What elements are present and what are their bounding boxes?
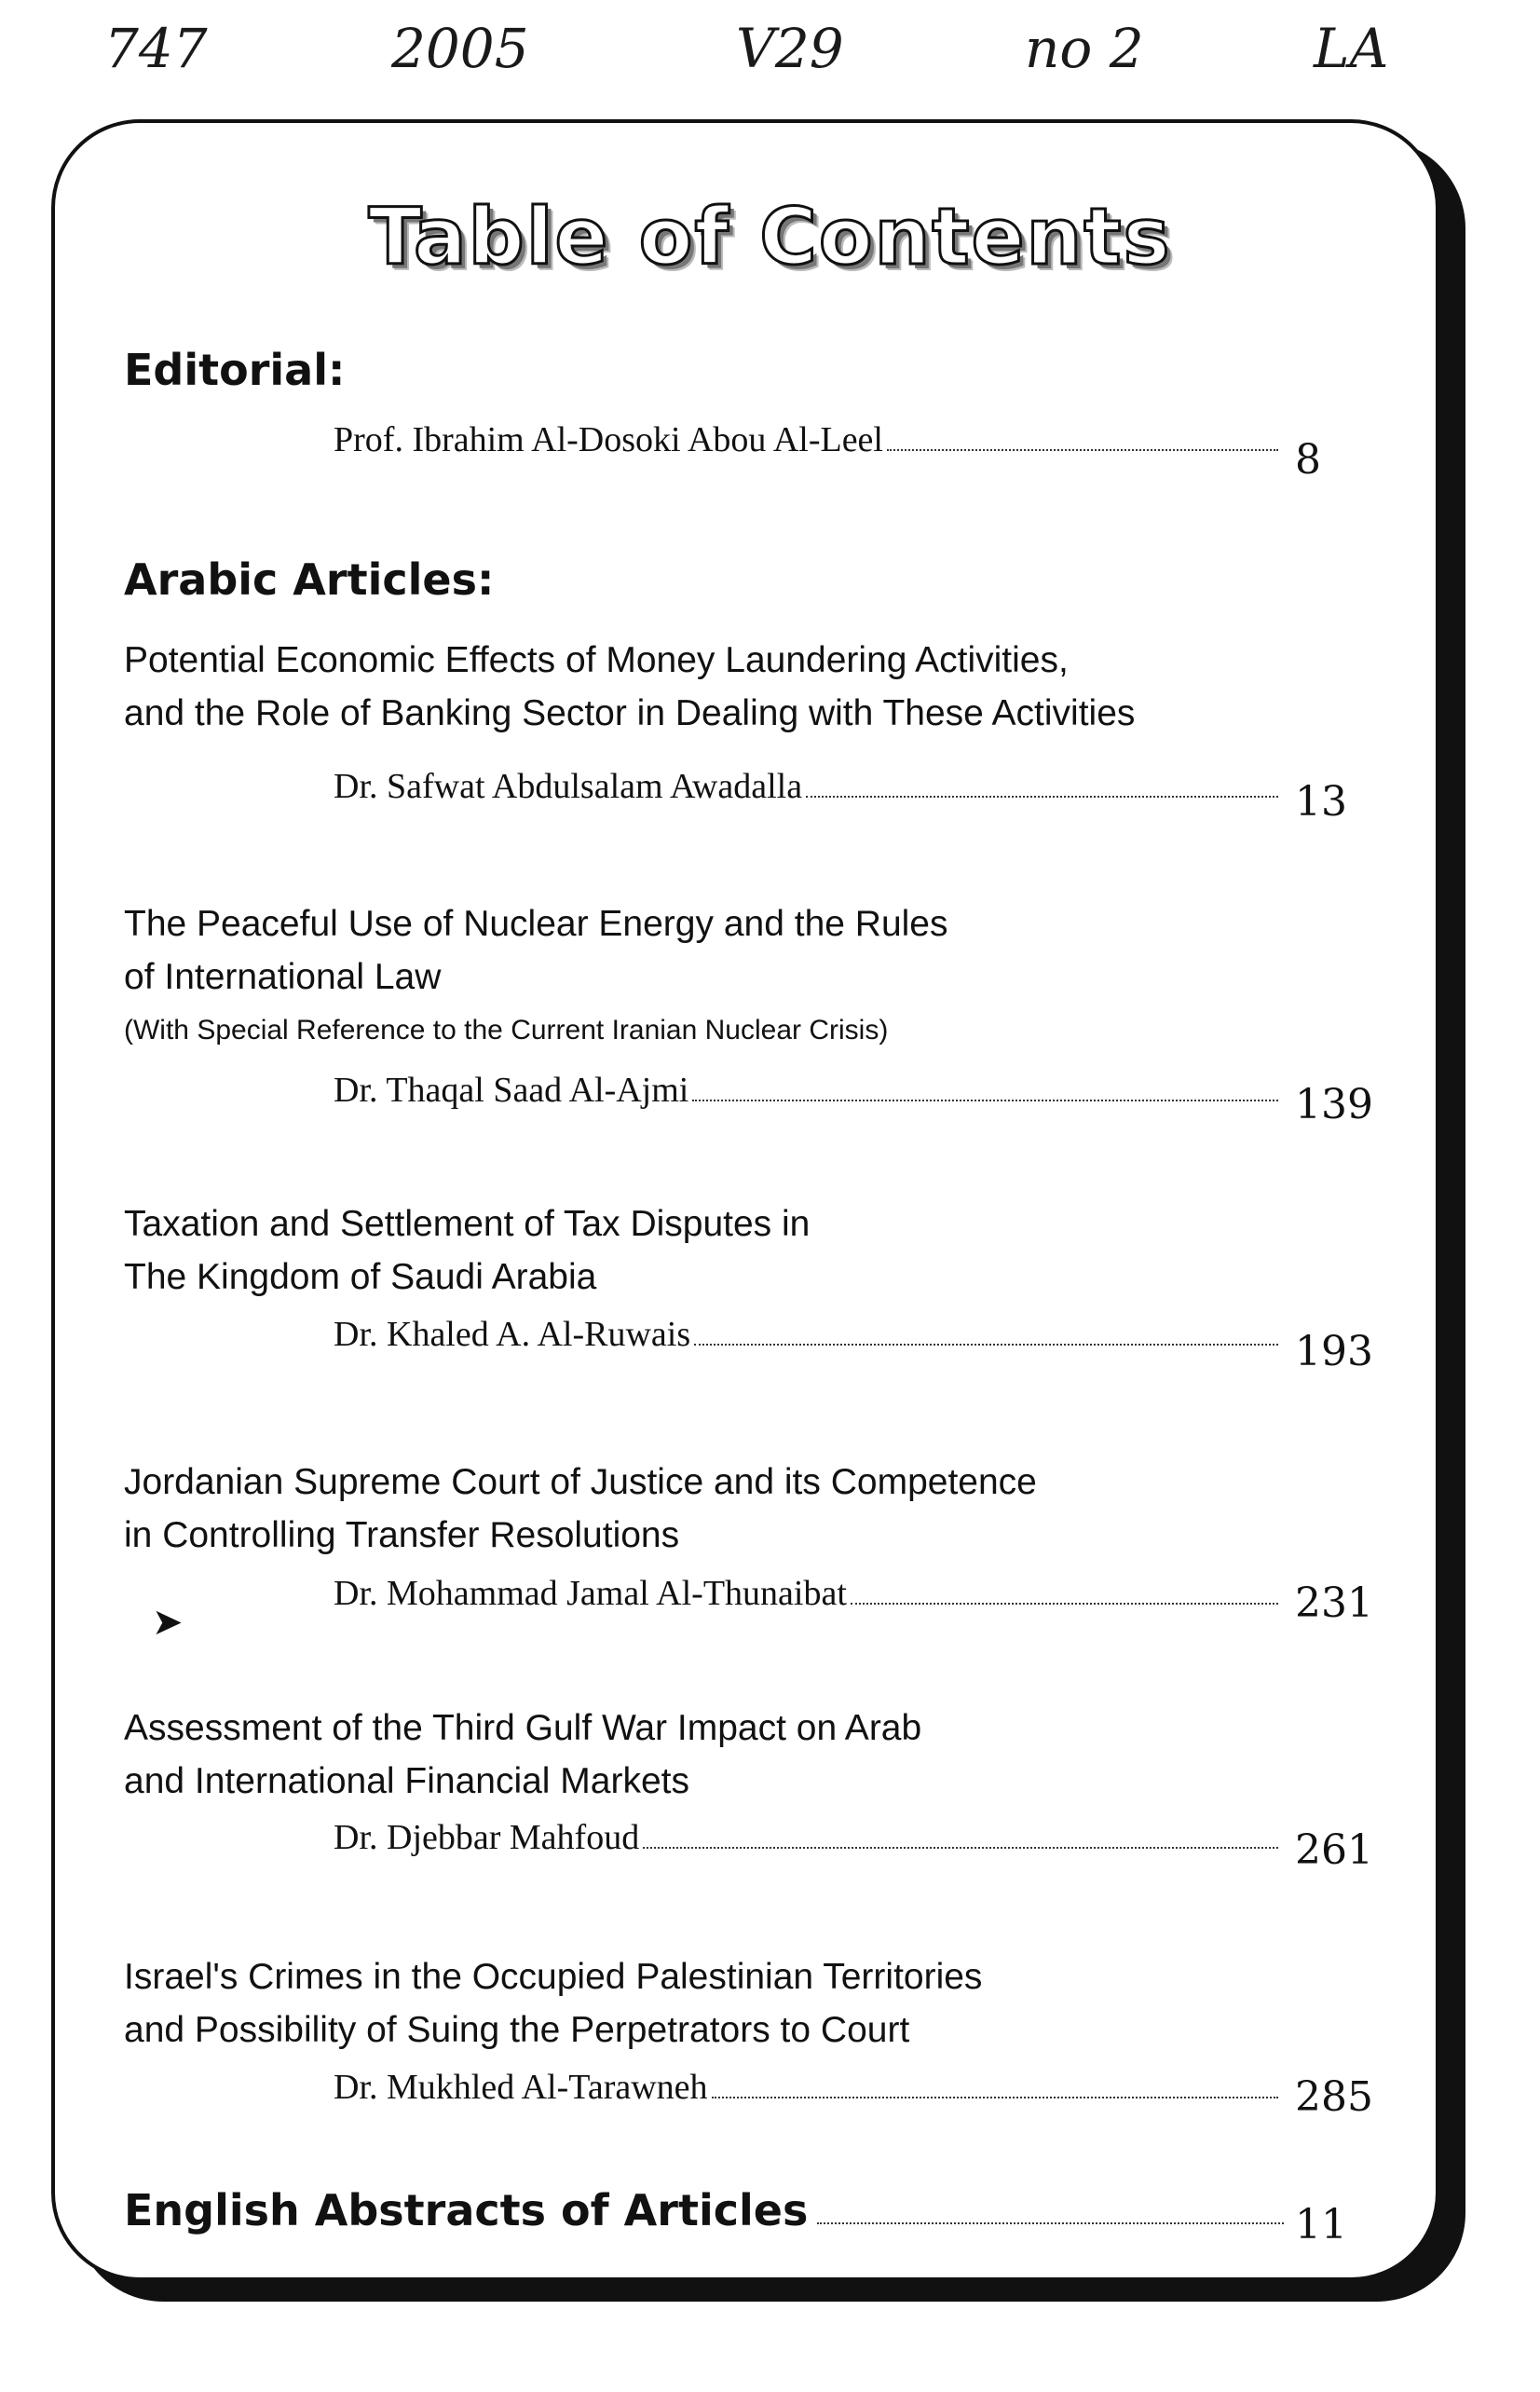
article-1-title [124,634,1316,740]
article-2-subtitle: (With Special Reference to the Current Iranian Nuclear Crisis) [124,1015,889,1046]
article-2-entry [334,1070,1284,1111]
editorial-author: Prof. Ibrahim Al-Dosoki Abou Al-Leel [334,420,883,459]
article-5-title-line1: Assessment of the Third Gulf War Impact on Arab [124,1708,922,1748]
article-2-page: 139 [1295,1081,1373,1128]
article-1-author: Dr. Safwat Abdulsalam Awadalla [334,767,803,806]
article-5-title [124,1702,1316,1808]
article-5-author: Dr. Djebbar Mahfoud [334,1818,640,1857]
article-3-title [124,1197,1316,1304]
article-1-title-line2: and the Role of Banking Sector in Dealing with These Activities [124,693,1136,733]
dot-leader [851,1602,1278,1605]
article-3-entry [334,1314,1284,1355]
handwritten-note-5: LA [1314,17,1389,80]
article-2-author: Dr. Thaqal Saad Al-Ajmi [334,1071,689,1110]
editorial-heading: Editorial: [124,345,346,395]
dot-leader [817,2221,1284,2224]
english-abstracts-page: 11 [1295,2201,1347,2248]
article-4-title-line2: in Controlling Transfer Resolutions [124,1515,680,1555]
article-1-entry [334,766,1284,807]
article-6-entry [334,2067,1284,2108]
article-2-title-line2: of International Law [124,957,442,997]
english-abstracts-row [124,2185,1284,2235]
page-title: Table of Contents [368,191,1172,282]
article-6-title-line2: and Possibility of Suing the Perpetrators to Court [124,2010,910,2050]
article-3-author: Dr. Khaled A. Al-Ruwais [334,1315,691,1354]
dot-leader [643,1846,1278,1849]
dot-leader [712,2096,1278,2098]
article-1-page: 13 [1295,778,1347,826]
dot-leader [806,795,1278,798]
arabic-articles-heading: Arabic Articles: [124,554,495,605]
hand-pointer-icon: ➤ [152,1601,184,1644]
article-6-title [124,1950,1316,2057]
dot-leader [694,1343,1278,1346]
dot-leader [887,448,1278,451]
article-3-page: 193 [1295,1328,1373,1375]
article-3-title-line1: Taxation and Settlement of Tax Disputes in [124,1204,811,1244]
article-4-entry [334,1573,1284,1614]
english-abstracts-heading: English Abstracts of Articles [124,2185,809,2235]
editorial-page: 8 [1295,436,1321,484]
article-1-title-line1: Potential Economic Effects of Money Laundering Activities, [124,640,1069,680]
article-4-page: 231 [1295,1579,1373,1627]
article-6-author: Dr. Mukhled Al-Tarawneh [334,2068,708,2107]
article-6-page: 285 [1295,2073,1373,2121]
article-5-title-line2: and International Financial Markets [124,1761,689,1801]
article-2-title [124,897,1316,1057]
article-4-author: Dr. Mohammad Jamal Al-Thunaibat [334,1574,847,1613]
article-5-page: 261 [1295,1826,1373,1874]
article-6-title-line1: Israel's Crimes in the Occupied Palestinian Territories [124,1957,983,1997]
editorial-entry [334,419,1284,460]
handwritten-note-4: no 2 [1025,17,1144,80]
handwritten-note-3: V29 [736,17,844,80]
dot-leader [692,1099,1278,1101]
article-2-title-line1: The Peaceful Use of Nuclear Energy and the Rules [124,904,948,944]
article-4-title [124,1456,1316,1562]
handwritten-note-1: 747 [104,17,208,80]
handwritten-note-2: 2005 [391,17,529,80]
article-3-title-line2: The Kingdom of Saudi Arabia [124,1257,597,1297]
article-5-entry [334,1817,1284,1858]
article-4-title-line1: Jordanian Supreme Court of Justice and its Competence [124,1462,1037,1502]
